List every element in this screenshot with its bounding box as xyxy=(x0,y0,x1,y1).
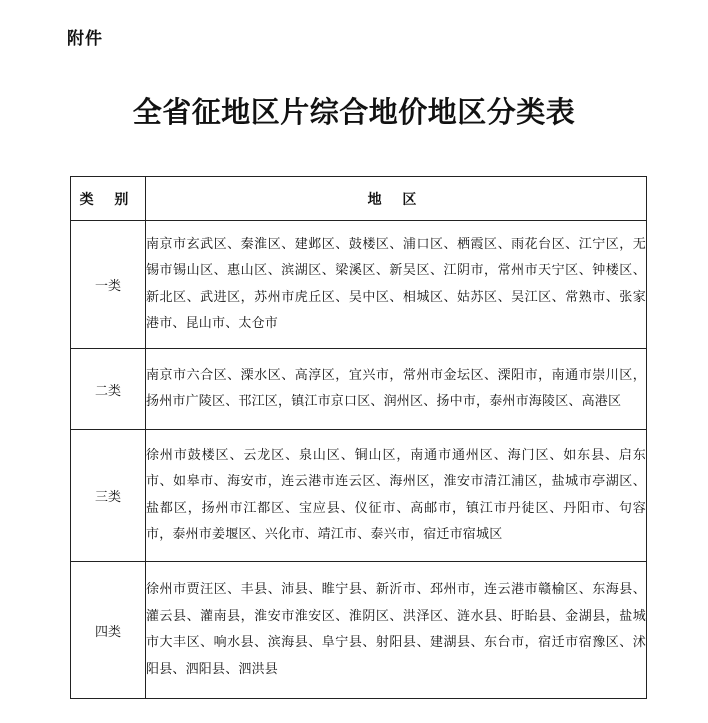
category-cell: 二类 xyxy=(71,349,146,430)
category-cell: 一类 xyxy=(71,221,146,349)
regions-cell: 南京市玄武区、秦淮区、建邺区、鼓楼区、浦口区、栖霞区、雨花台区、江宁区，无锡市锡山区、惠山区、滨湖区、梁溪区、新吴区、江阴市，常州市天宁区、钟楼区、新北区、武进区，苏州市虎丘区、吴中区、相城区、姑苏区、吴江区、常熟市、张家港市、昆山市、太仓市 xyxy=(146,221,647,349)
region-classification-table xyxy=(70,176,647,699)
document-title: 全省征地区片综合地价地区分类表 xyxy=(132,95,576,129)
table-row xyxy=(71,430,647,562)
category-cell: 三类 xyxy=(71,430,146,562)
table-header-row xyxy=(71,177,647,221)
table-row xyxy=(71,562,647,699)
table-row xyxy=(71,349,647,430)
regions-cell: 南京市六合区、溧水区、高淳区，宜兴市，常州市金坛区、溧阳市，南通市崇川区，扬州市广陵区、邗江区，镇江市京口区、润州区、扬中市，泰州市海陵区、高港区 xyxy=(146,349,647,430)
category-cell: 四类 xyxy=(71,562,146,699)
regions-cell: 徐州市贾汪区、丰县、沛县、睢宁县、新沂市、邳州市，连云港市赣榆区、东海县、灌云县、灌南县，淮安市淮安区、淮阴区、洪泽区、涟水县、盱眙县、金湖县，盐城市大丰区、响水县、滨海县、阜宁县、射阳县、建湖县、东台市，宿迁市宿豫区、沭阳县、泗阳县、泗洪县 xyxy=(146,562,647,699)
header-category: 类 别 xyxy=(71,177,146,221)
attachment-label: 附件 xyxy=(67,29,103,49)
table-row xyxy=(71,221,647,349)
regions-cell: 徐州市鼓楼区、云龙区、泉山区、铜山区，南通市通州区、海门区、如东县、启东市、如皋市、海安市，连云港市连云区、海州区，淮安市清江浦区，盐城市亭湖区、盐都区，扬州市江都区、宝应县、仪征市、高邮市，镇江市丹徒区、丹阳市、句容市，泰州市姜堰区、兴化市、靖江市、泰兴市，宿迁市宿城区 xyxy=(146,430,647,562)
header-region: 地 区 xyxy=(146,177,647,221)
